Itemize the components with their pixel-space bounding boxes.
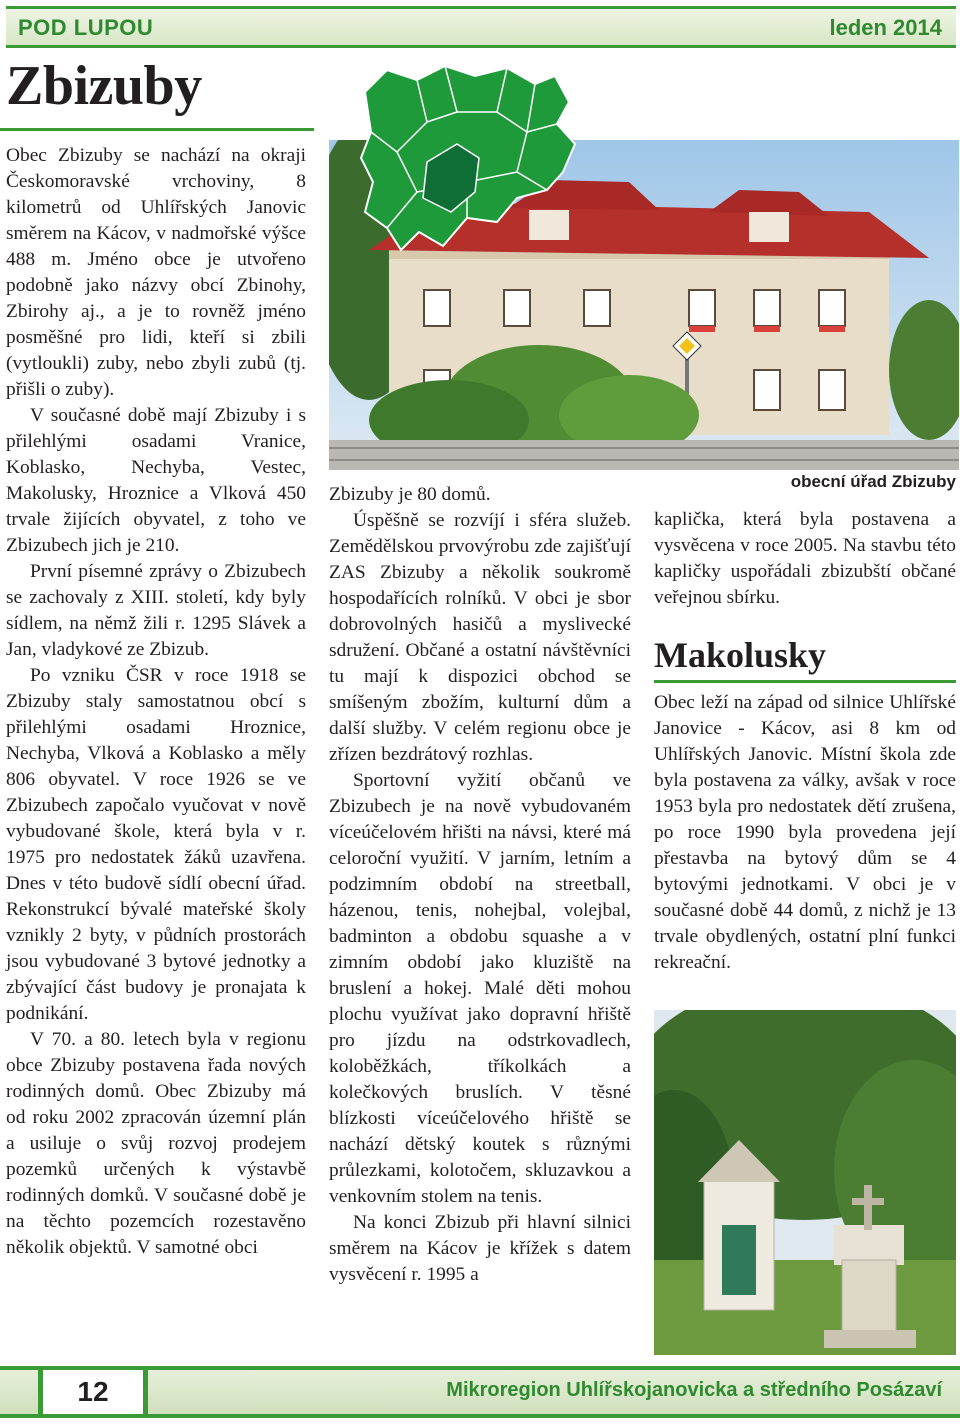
heading-underline (654, 680, 956, 683)
paragraph: Na konci Zbizub při hlavní silnici směrem na Kácov je křížek s datem vysvěcení r. 1995 a (329, 1212, 631, 1285)
photo-caption: obecní úřad Zbizuby (790, 472, 956, 491)
paragraph: V 70. a 80. letech byla v regionu obce Zbizuby postavena řada nových rodinných domů. Obec Zbizuby má od roku 2002 zpracován územní plán a usiluje o svůj rozvoj prodejem pozemků určených k výstavbě rodinných domků. V současné době je na těchto pozemcích rozestavěno několik objektů. V samotné obci (6, 1029, 306, 1258)
paragraph: Po vzniku ČSR v roce 1918 se Zbizuby staly samostatnou obcí s přilehlými osadami Hroznice, Nechyba, Vlková a Koblasko a měly 806 obyvatel. V roce 1926 se ve Zbizubech započalo vyučovat v nově vybudované škole, která byla v r. 1975 pro nedostatek žáků uzavřena. Dnes v této budově sídlí obecní úřad. Rekonstrukcí bývalé mateřské školy vznikly 2 byty, v půdních prostorách jsou vybudované 3 bytové jednotky a zbývající část budovy je pronajata k podnikání. (6, 665, 306, 1024)
paragraph: V současné době mají Zbizuby i s přilehlými osadami Vranice, Koblasko, Nechyba, Vestec, Makolusky, Hroznice a Vlková 450 trvale žijících obyvatel, z toho ve Zbizubech jich je 210. (6, 405, 306, 556)
paragraph: Sportovní vyžití občanů ve Zbizubech je na nově vybudovaném víceúčelovém hřišti na návsi, které má celoroční využití. V jarním, letním a podzimním období na streetball, házenou, tenis, nohejbal, volejbal, badminton a obdobu squashe a v zimním období jako kluziště na bruslení a hokej. Malé děti mohou plochu využívat jako dopravní hřiště pro jízdu na odstrkovadlech, koloběžkách, tříkolkách a kolečkových bruslích. V těsné blízkosti víceúčelového hřiště se nachází dětský koutek s různými průlezkami, kolotočem, skluzavkou a venkovním stolem na tenis. (329, 770, 631, 1207)
section-heading: Makolusky (654, 635, 827, 675)
article-column-1 (6, 143, 306, 1261)
title-underline (0, 128, 314, 131)
page-number: 12 (38, 1370, 148, 1414)
magazine-name: POD LUPOU (18, 15, 154, 40)
paragraph: Zbizuby je 80 domů. (329, 484, 491, 505)
article-column-2 (329, 482, 631, 1288)
paragraph: Obec Zbizuby se nachází na okraji Českomoravské vrchoviny, 8 kilometrů od Uhlířských Janovic směrem na Kácov, v nadmořské výšce 488 m. Jméno obce je utvořeno podobně jako názvy obcí Zbinohy, Zbirohy aj., a je to rovněž jméno posměšné pro lidi, kteří si zbili (vytloukli) zuby, nebo zbyli zubů (tj. přišli o zuby). (6, 145, 306, 400)
microregion-map (357, 62, 582, 257)
article-title: Zbizuby (6, 55, 202, 117)
article-column-3-lower (654, 690, 956, 976)
paragraph: První písemné zprávy o Zbizubech se zachovaly z XIII. století, kdy byly sídlem, na němž žili r. 1295 Slávek a Jan, vladykové ze Zbizub. (6, 561, 306, 660)
paragraph: kaplička, která byla postavena a vysvěcena v roce 2005. Na stavbu této kapličky uspořádali zbizubští občané veřejnou sbírku. (654, 509, 956, 608)
region-name: Mikroregion Uhlířskojanovicka a středního Posázaví (446, 1379, 942, 1401)
article-column-3 (654, 507, 956, 611)
chapel-photo (654, 1010, 956, 1355)
page-header (6, 6, 956, 48)
paragraph: Obec leží na západ od silnice Uhlířské Janovice - Kácov, asi 8 km od Uhlířských Janovic. Místní škola zde byla postavena za války, avšak v roce 1953 byla pro nedostatek dětí zrušena, po roce 1990 byla provedena její přestavba na bytový dům se 4 bytovými jednotkami. V obci je v současné době 44 domů, z nichž je 13 trvale obydlených, ostatní plní funkci rekreační. (654, 692, 956, 973)
paragraph: Úspěšně se rozvíjí i sféra služeb. Zemědělskou prvovýrobu zde zajišťují ZAS Zbizuby a několik soukromě hospodařících rolníků. V obci je sbor dobrovolných hasičů a myslivecké sdružení. Občané a ostatní návštěvníci tu mají k dispozici obchod se smíšeným zbožím, kulturní dům a další služby. V celém regionu obce je zřízen bezdrátový rozhlas. (329, 510, 631, 765)
page-footer (0, 1366, 960, 1418)
issue-date: leden 2014 (829, 15, 942, 40)
